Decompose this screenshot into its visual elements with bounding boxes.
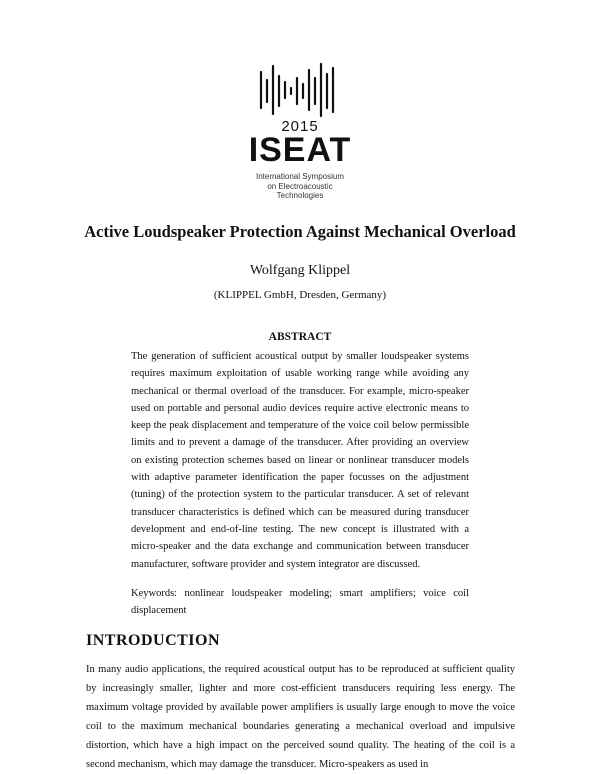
conference-logo [0,0,600,215]
logo-subtitle-line: Technologies [276,191,324,200]
logo-year: 2015 [281,118,319,135]
introduction-heading: INTRODUCTION [86,632,221,649]
keywords: Keywords: nonlinear loudspeaker modeling; smart amplifiers; voice coil displacement [131,588,469,617]
abstract-heading: ABSTRACT [268,331,332,343]
logo-subtitle-line: on Electroacoustic [267,181,333,191]
paper-title: Active Loudspeaker Protection Against Mechanical Overload [84,222,516,241]
abstract-text: The generation of sufficient acoustical output by smaller loudspeaker systems requires maximum exploitation of usable working range while avoiding any mechanical or thermal overload of the transducer. For example, micro-speaker used on portable and personal audio devices require active electronic means to keep the peak displacement and temperature of the voice coil below permissible limits and to prevent a damage of the transducer. After providing an overview on existing protection schemes based on linear or nonlinear transducer models with adaptive parameter identification the paper focusses on the adjustment (tuning) of the protection system to the particular transducer. A set of relevant transducer characteristics is defined which can be measured during transducer development and end-of-line testing. The new concept is illustrated with a micro-speaker and the data exchange and communication between transducer manufacturer, software provider and system integrator are discussed. [131,351,469,570]
logo-subtitle [0,172,600,201]
introduction-text: In many audio applications, the required acoustical output has to be reproduced at sufficient quality by increasingly smaller, lighter and more cost-efficient transducers requiring less energy. The maximum voltage provided by available power amplifiers is usually large enough to move the voice coil to the maximum mechanical boundaries generating a mechanical overload and impulsive distortion, which have a high impact on the perceived sound quality. The heating of the coil is a second mechanism, which may damage the transducer. Micro-speakers as used in [86,664,515,770]
author-name: Wolfgang Klippel [249,263,351,278]
logo-name: ISEAT [248,131,352,169]
author-affiliation: (KLIPPEL GmbH, Dresden, Germany) [213,289,387,301]
logo-subtitle-line: International Symposium [255,172,345,181]
